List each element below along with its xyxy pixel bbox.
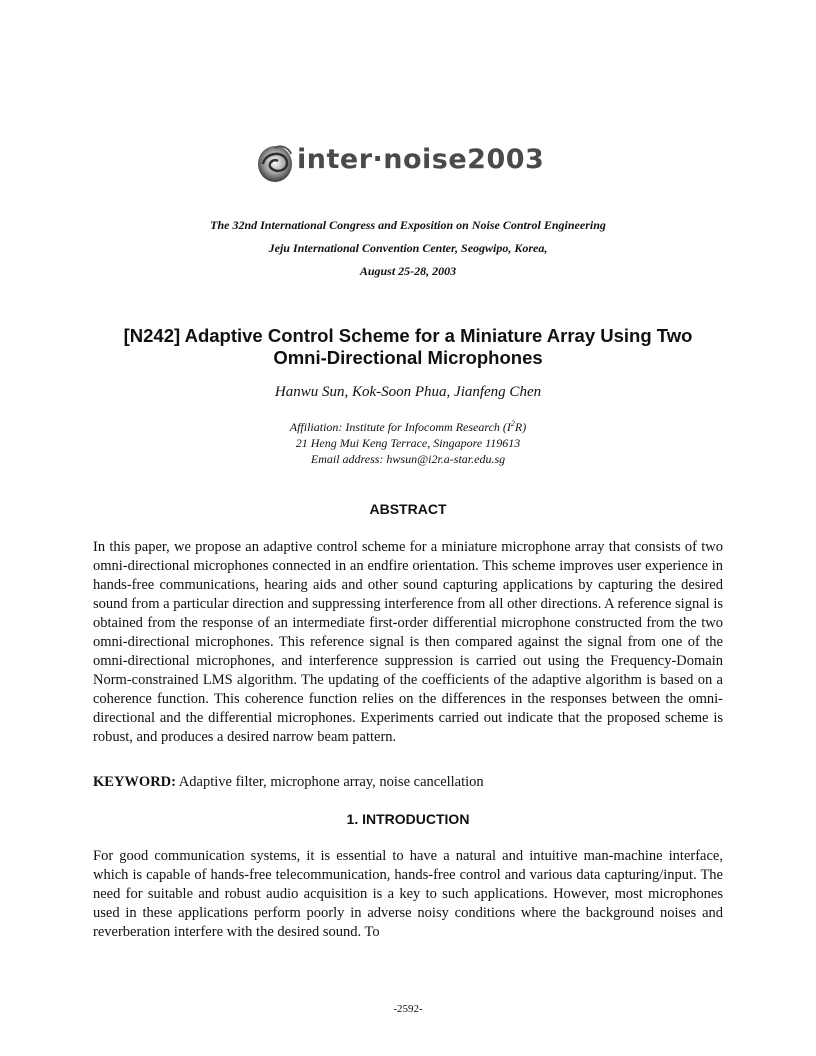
logo-text: inter·noise2003: [297, 144, 545, 175]
paper-title: [60, 325, 756, 369]
conference-venue: Jeju International Convention Center, Seogwipo, Korea,: [268, 241, 548, 255]
authors: Hanwu Sun, Kok-Soon Phua, Jianfeng Chen: [274, 384, 542, 400]
affiliation-email: Email address: hwsun@i2r.a-star.edu.sg: [310, 452, 506, 466]
keywords: [93, 773, 723, 792]
conference-dates: August 25-28, 2003: [359, 264, 457, 278]
keywords-text: Adaptive filter, microphone array, noise cancellation: [175, 774, 484, 790]
page-number: -2592-: [393, 1003, 423, 1015]
affiliation-line-1: Affiliation: Institute for Infocomm Research $(I^2R)$: [289, 419, 527, 434]
introduction-heading: 1. INTRODUCTION: [346, 811, 470, 827]
abstract-body: In this paper, we propose an adaptive control scheme for a miniature microphone array that consists of two omni-directional microphones connected in an endfire orientation. This scheme improves user experience in hands-free communications, hearing aids and other sound capturing applications by capturing the desired sound from a particular direction and suppressing interference from all other directions. A reference signal is obtained from the response of an intermediate first-order differential microphone constructed from the two omni-directional microphones. This reference signal is then compared against the signal from one of the omni-directional microphones, and interference suppression is carried out using the Frequency-Domain Norm-constrained LMS algorithm. The updating of the coefficients of the adaptive algorithm is based on a coherence function. This coherence function relies on the differences in the responses between the omni-directional and the differential microphones. Experiments carried out indicate that the proposed scheme is robust, and produces a desired narrow beam pattern.: [93, 539, 723, 745]
title-line-1: [N242] Adaptive Control Scheme for a Miniature Array Using Two: [123, 325, 693, 346]
introduction-body: For good communication systems, it is essential to have a natural and intuitive man-machine interface, which is capable of hands-free telecommunication, hands-free control and various data capturing/input. The need for suitable and robust audio acquisition is a key to such applications. However, most microphones used in these applications perform poorly in adverse noisy conditions where the background noises and reverberation interfere with the desired sound. To: [93, 848, 723, 940]
title-line-2: Omni-Directional Microphones: [273, 347, 543, 368]
affiliation-address: 21 Heng Mui Keng Terrace, Singapore 119613: [295, 436, 521, 450]
swirl-logo-icon: [255, 140, 295, 186]
keywords-label: KEYWORD:: [93, 774, 176, 790]
conference-name: The 32nd International Congress and Exposition on Noise Control Engineering: [210, 218, 606, 232]
abstract-heading: ABSTRACT: [369, 501, 447, 517]
conference-logo: [255, 140, 545, 190]
